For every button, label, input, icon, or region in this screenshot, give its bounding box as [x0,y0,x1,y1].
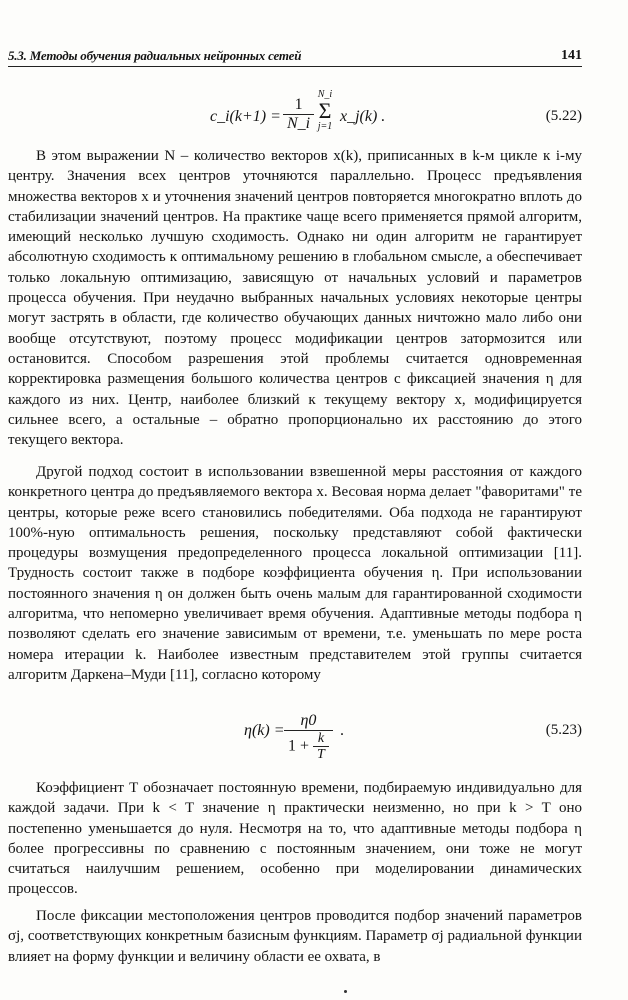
eq523-denominator-left: 1 + [288,737,310,755]
paragraph-3: Коэффициент T обозначает постоянную времени, подбираемую индивидуально для каждой задачи. При k < T значение η практически неизменно, но при k > T оно постепенно уменьшается до нуля. Несмотря на то, что адаптивные методы подбора η более прогрессивны по сравнению с постоянным значением, они тоже не могут считаться наилучшим решением, особенно при моделировании динамических процессов. [8,780,582,898]
eq522-sum-lower: j=1 [317,121,333,132]
chapter-title: 5.3. Методы обучения радиальных нейронных сетей [8,48,302,63]
eq522-summand: x_j(k) . [340,108,386,125]
eq523-tail: . [340,722,344,739]
eq523-inner-denominator: T [317,747,325,762]
eq523-numerator: η0 [284,712,333,731]
eq522-denominator: N_i [287,115,311,132]
page-header [8,48,582,68]
paragraph-4: После фиксации местоположения центров проводится подбор значений параметров σj, соответствующих конкретным базисным функциям. Параметр σj радиальной функции влияет на форму функции и величину области ее охвата, в [8,908,582,965]
equation-5-22 [8,89,582,140]
equation-5-23 [8,708,582,774]
scan-dot [344,990,347,993]
eq522-number: (5.22) [545,108,582,124]
eq523-inner-numerator: k [313,731,329,747]
eq523-number: (5.23) [545,722,582,738]
eq522-sum [312,90,338,132]
eq522-numerator: 1 [283,96,314,115]
eq522-lhs: c_i(k+1) = [210,108,281,125]
eq522-sum-upper: N_i [317,89,333,100]
eq522-fraction [283,96,314,133]
eq523-fraction [284,712,333,762]
eq523-denominator [284,731,333,762]
paragraph-1: В этом выражении N – количество векторов x(k), приписанных в k-м цикле к i-му центру. Значения всех центров уточняются параллельно. Процесс предъявления множества векторов x и уточнения значений центров повторяется многократно вплоть до стабилизации значений центров. На практике чаще всего применяется прямой алгоритм, имеющий несколько лучшую сходимость. Однако ни один алгоритм не гарантирует абсолютную сходимость к оптимальному решению в глобальном смысле, а обеспечивает только локальную оптимизацию, зависящую от начальных условий и параметров процесса обучения. При неудачно выбранных начальных условиях некоторые центры могут застрять в области, где количество обучающих данных ничтожно мало либо они вообще отсутствуют, поэтому процесс модификации центров затормозится или остановится. Способом разрешения этой проблемы считается одновременная корректировка размещения большого количества центров с фиксацией значения η для каждого из них. Центр, наиболее близкий к текущему вектору x, модифицируется сильнее всего, а остальные – обратно пропорционально их расстоянию до этого текущего вектора. [8,148,582,449]
header-rule [8,66,582,67]
sum-symbol-icon: Σ [318,98,332,123]
eq523-inner-fraction [313,731,329,762]
page-number: 141 [561,48,582,63]
paragraph-2: Другой подход состоит в использовании взвешенной меры расстояния от каждого конкретного центра до предъявляемого вектора x. Весовая норма делает "фаворитами" те центры, которые реже всего становились победителями. Оба подхода не гарантируют 100%-ную оптимальность решения, поскольку представляют собой фактически процедуры возмущения предопределенного процесса локальной оптимизации [11]. Трудность состоит также в подборе коэффициента обучения η. При использовании постоянного значения η он должен быть очень малым для гарантированной сходимости алгоритма, что непомерно увеличивает время обучения. Адаптивные методы подбора η позволяют сделать его значение зависимым от времени, т.е. уменьшать по мере роста номера итерации k. Наиболее известным представителем этой группы считается алгоритм Даркена–Муди [11], согласно которому [8,464,582,683]
eq523-lhs: η(k) = [244,722,285,739]
